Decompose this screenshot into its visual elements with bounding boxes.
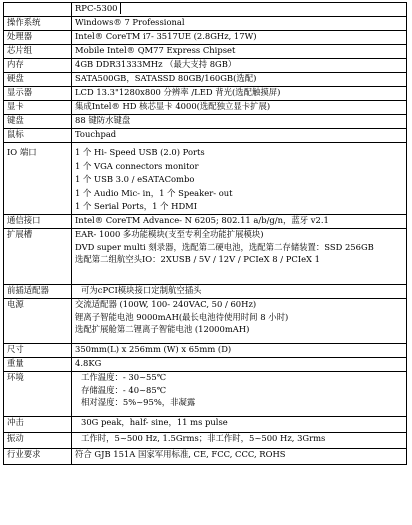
value-line: 可为cPCI模块接口定制航空插头 bbox=[81, 285, 202, 295]
row-value bbox=[72, 229, 407, 285]
row-value bbox=[72, 215, 407, 229]
table-row bbox=[4, 299, 407, 344]
table-row bbox=[4, 59, 407, 73]
value-line: 交流适配器 (100W, 100- 240VAC, 50 / 60Hz) bbox=[75, 299, 257, 309]
row-label: 键盘 bbox=[4, 115, 72, 129]
value-line: 88 键防水键盘 bbox=[75, 115, 131, 125]
row-value bbox=[72, 372, 407, 417]
value-line: Touchpad bbox=[75, 129, 117, 139]
table-row bbox=[4, 115, 407, 129]
row-label: 电源 bbox=[4, 299, 72, 344]
table-row bbox=[4, 73, 407, 87]
table-row bbox=[4, 229, 407, 285]
value-line: 1 个 Hi- Speed USB (2.0) Ports bbox=[75, 147, 205, 157]
row-label: 芯片组 bbox=[4, 45, 72, 59]
value-line: Mobile Intel® QM77 Express Chipset bbox=[75, 45, 236, 55]
row-label: 操作系统 bbox=[4, 17, 72, 31]
value-line: 集成Intel® HD 核芯显卡 4000(选配独立显卡扩展) bbox=[75, 101, 271, 111]
table-row bbox=[4, 101, 407, 115]
table-row bbox=[4, 129, 407, 143]
table-row bbox=[4, 433, 407, 449]
value-line: 选配扩展舱第二锂离子智能电池 (12000mAH) bbox=[75, 324, 250, 335]
value-line: LCD 13.3"1280x800 分辨率 /LED 背光(选配触摸屏) bbox=[75, 87, 281, 97]
table-row bbox=[4, 143, 407, 215]
row-label: 扩展槽 bbox=[4, 229, 72, 285]
row-label: 冲击 bbox=[4, 417, 72, 433]
row-value bbox=[72, 285, 407, 299]
value-line: 1 个 VGA connectors monitor bbox=[75, 160, 199, 171]
table-row bbox=[4, 31, 407, 45]
row-label: 尺寸 bbox=[4, 344, 72, 358]
value-line: SATA500GB，SATASSD 80GB/160GB(选配) bbox=[75, 73, 257, 83]
row-value bbox=[72, 344, 407, 358]
value-line: Intel® CoreTM Advance- N 6205; 802.11 a/b/g/n，蓝牙 v2.1 bbox=[75, 215, 329, 225]
value-line: EAR- 1000 多功能模块(支至专利全功能扩展模块) bbox=[75, 229, 264, 239]
row-label: IO 端口 bbox=[4, 143, 72, 215]
header-model-cell bbox=[72, 3, 407, 17]
row-value bbox=[72, 17, 407, 31]
value-line: Intel® CoreTM i7- 3517UE (2.8GHz, 17W) bbox=[75, 31, 257, 41]
row-value bbox=[72, 31, 407, 45]
row-value bbox=[72, 143, 407, 215]
value-line: 30G peak，half- sine，11 ms pulse bbox=[81, 417, 228, 427]
row-value bbox=[72, 358, 407, 372]
header-row bbox=[4, 3, 407, 17]
value-line: 1 个 Serial Ports，1 个 HDMI bbox=[75, 201, 198, 212]
value-line: 4GB DDR31333MHz （最大支持 8GB） bbox=[75, 59, 237, 69]
row-value bbox=[72, 417, 407, 433]
row-label: 硬盘 bbox=[4, 73, 72, 87]
table-row bbox=[4, 215, 407, 229]
model-name: RPC-5300 bbox=[75, 3, 121, 14]
row-label: 显示器 bbox=[4, 87, 72, 101]
row-label: 行业要求 bbox=[4, 449, 72, 465]
row-label: 显卡 bbox=[4, 101, 72, 115]
value-line: 1 个 USB 3.0 / eSATACombo bbox=[75, 174, 195, 185]
row-value bbox=[72, 129, 407, 143]
table-row bbox=[4, 449, 407, 465]
header-blank-cell bbox=[4, 3, 72, 17]
spec-table bbox=[3, 2, 407, 465]
value-line: 选配第二组航空头IO：2XUSB / 5V / 12V / PCIeX 8 / PCIeX 1 bbox=[75, 254, 320, 265]
value-line: 4.8KG bbox=[75, 358, 102, 368]
value-line: 符合 GJB 151A 国家军用标准, CE, FCC, CCC, ROHS bbox=[75, 449, 286, 459]
row-value bbox=[72, 433, 407, 449]
row-label: 重量 bbox=[4, 358, 72, 372]
table-row bbox=[4, 344, 407, 358]
value-line: 工作温度：- 30~55℃ bbox=[81, 372, 167, 382]
row-label: 处理器 bbox=[4, 31, 72, 45]
row-value bbox=[72, 449, 407, 465]
row-label: 环境 bbox=[4, 372, 72, 417]
row-label: 振动 bbox=[4, 433, 72, 449]
table-row bbox=[4, 45, 407, 59]
table-row bbox=[4, 285, 407, 299]
row-label: 通信接口 bbox=[4, 215, 72, 229]
value-line: Windows® 7 Professional bbox=[75, 17, 185, 27]
table-row bbox=[4, 372, 407, 417]
value-line: 相对湿度：5%~95%，非凝露 bbox=[81, 397, 196, 408]
row-value bbox=[72, 115, 407, 129]
table-row bbox=[4, 417, 407, 433]
row-value bbox=[72, 87, 407, 101]
row-value bbox=[72, 45, 407, 59]
value-line: 工作时，5~500 Hz, 1.5Grms；非工作时，5~500 Hz, 3Grms bbox=[81, 433, 326, 443]
table-row bbox=[4, 358, 407, 372]
row-value bbox=[72, 299, 407, 344]
value-line: DVD super multi 刻录器，选配第二硬电池，选配第二存储装置：SSD 256GB bbox=[75, 241, 374, 252]
row-label: 内存 bbox=[4, 59, 72, 73]
value-line: 锂离子智能电池 9000mAH(最长电池待使用时间 8 小时) bbox=[75, 311, 289, 322]
value-line: 存储温度：- 40~85℃ bbox=[81, 384, 167, 395]
value-line: 1 个 Audio Mic- in，1 个 Speaker- out bbox=[75, 187, 233, 198]
value-line: 350mm(L) x 256mm (W) x 65mm (D) bbox=[75, 344, 232, 354]
row-value bbox=[72, 59, 407, 73]
table-row bbox=[4, 17, 407, 31]
row-value bbox=[72, 73, 407, 87]
table-row bbox=[4, 87, 407, 101]
row-label: 前插适配器 bbox=[4, 285, 72, 299]
row-value bbox=[72, 101, 407, 115]
row-label: 鼠标 bbox=[4, 129, 72, 143]
